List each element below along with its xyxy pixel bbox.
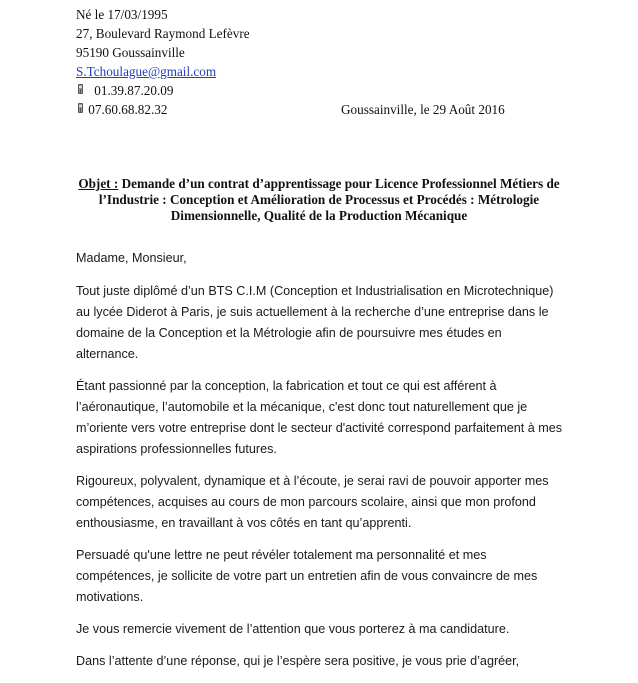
sender-city: 95190 Goussainville [76,45,185,60]
letter-body [76,248,566,683]
paragraph: Tout juste diplômé d’un BTS C.I.M (Conception et Industrialisation en Microtechnique) au lycée Diderot à Paris, je suis actuellement à la recherche d’une entreprise dans le domaine de la Conception et la Métrologie afin de poursuivre mes études en alternance. [76,284,554,361]
paragraph: Étant passionné par la conception, la fabrication et tout ce qui est afférent à l’aéronautique, l’automobile et la mécanique, c'est donc tout naturellement que je m’oriente vers votre entreprise dont le secteur d'activité correspond parfaitement à mes aspirations professionnelles futures. [76,379,563,456]
sender-email-link[interactable]: S.Tchoulague@gmail.com [76,64,217,79]
paragraph: Dans l’attente d’une réponse, qui je l’espère sera positive, je vous prie d’agréer, [76,654,520,668]
sender-block [76,5,250,119]
sender-phone-mobile [76,100,250,119]
sender-phone-home [76,81,250,100]
place-and-date: Goussainville, le 29 Août 2016 [341,102,505,117]
mobile-phone-icon [76,102,85,114]
phone-mobile-number: 07.60.68.82.32 [88,102,168,117]
object-label: Objet : [78,176,119,191]
mobile-phone-icon [76,83,85,95]
salutation: Madame, Monsieur, [76,251,187,265]
sender-birth: Né le 17/03/1995 [76,7,168,22]
phone-home-number: 01.39.87.20.09 [94,83,174,98]
object-text: Demande d’un contrat d’apprentissage pour Licence Professionnel Métiers de l’Industrie : Conception et Amélioration de Processus et Procédés : Métrologie Dimensionnelle, Qualité de la Production Mécanique [98,176,560,223]
paragraph: Rigoureux, polyvalent, dynamique et à l’écoute, je serai ravi de pouvoir apporter mes compétences, acquises au cours de mon parcours scolaire, ainsi que mon profond enthousiasme, en travaillant à vos côtés en tant qu’apprenti. [76,474,549,530]
paragraph: Je vous remercie vivement de l’attention que vous porterez à ma candidature. [76,622,510,636]
sender-street: 27, Boulevard Raymond Lefèvre [76,26,250,41]
paragraph: Persuadé qu'une lettre ne peut révéler totalement ma personnalité et mes compétences, je sollicite de votre part un entretien afin de vous convaincre de mes motivations. [76,548,538,604]
letter-object [70,176,568,224]
